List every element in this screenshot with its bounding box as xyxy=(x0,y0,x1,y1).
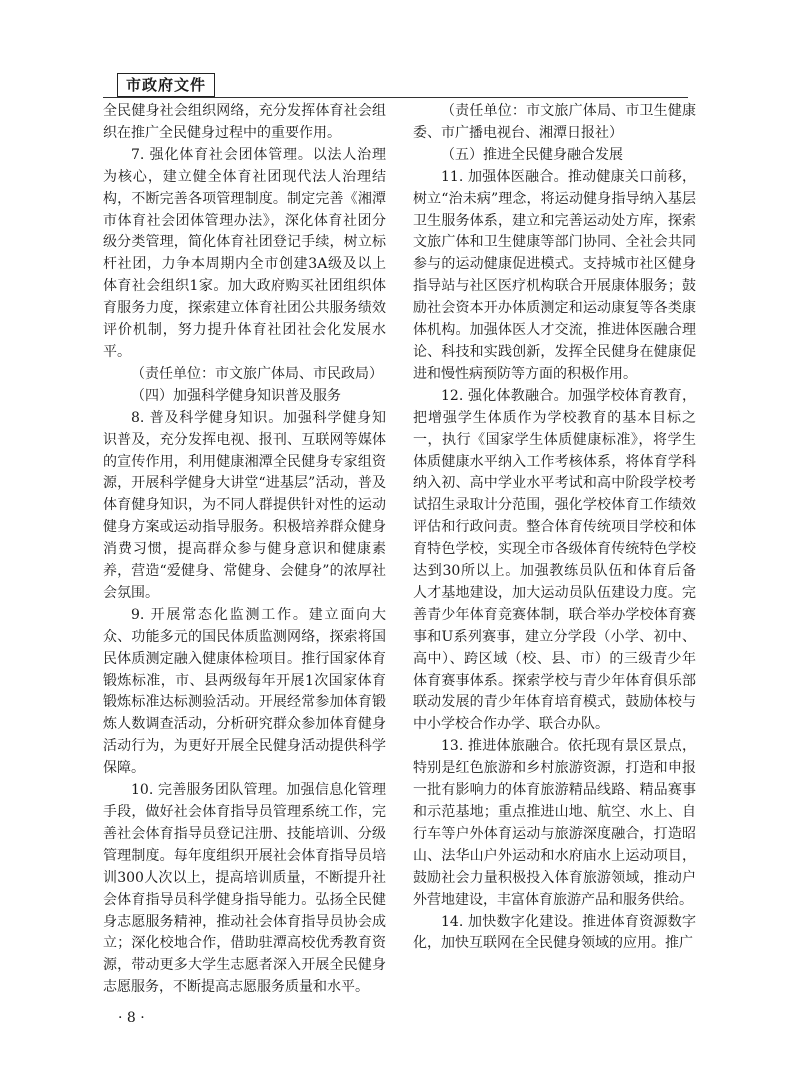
left-column xyxy=(103,101,386,999)
section-title: 市政府文件 xyxy=(117,73,215,97)
header-divider xyxy=(103,97,688,98)
paragraph: 12. 强化体教融合。加强学校体育教育，把增强学生体质作为学校教育的基本目标之一，执行《国家学生体质健康标准》，将学生体质健康水平纳入工作考核体系，将体育学科纳入初、高中学业水平考试和高中阶段学校考试招生录取计分范围，强化学校体育工作绩效评估和行政问责。整合体育传统项目学校和体育特色学校，实现全市各级体育传统特色学校达到30所以上。加强教练员队伍和体育后备人才基地建设，加大运动员队伍建设力度。完善青少年体育竞赛体制，联合举办学校体育赛事和U系列赛事，建立分学段（小学、初中、高中）、跨区域（校、县、市）的三级青少年体育赛事体系。探索学校与青少年体育俱乐部联动发展的青少年体育培育模式，鼓励体校与中小学校合作办学、联合办队。 xyxy=(413,387,696,733)
paragraph: 14. 加快数字化建设。推进体育资源数字化，加快互联网在全民健身领域的应用。推广 xyxy=(413,913,696,952)
paragraph: （五）推进全民健身融合发展 xyxy=(441,146,623,163)
paragraph: 11. 加强体医融合。推动健康关口前移，树立“治未病”理念，将运动健身指导纳入基层卫生服务体系，建立和完善运动处方库，探索文旅广体和卫生健康等部门协同、全社会共同参与的运动健康促进模式。支持城市社区健身指导站与社区医疗机构联合开展康体服务；鼓励社会资本开办体质测定和运动康复等各类康体机构。加强体医人才交流，推进体医融合理论、科技和实践创新，发挥全民健身在健康促进和慢性病预防等方面的积极作用。 xyxy=(413,168,696,382)
paragraph: 全民健身社会组织网络，充分发挥体育社会组织在推广全民健身过程中的重要作用。 xyxy=(103,103,386,141)
paragraph: （四）加强科学健身知识普及服务 xyxy=(131,387,341,404)
paragraph: 8. 普及科学健身知识。加强科学健身知识普及，充分发挥电视、报刊、互联网等媒体的宣传作用，利用健康湘潭全民健身专家组资源，开展科学健身大讲堂“进基层”活动，普及体育健身知识，为不同人群提供针对性的运动健身方案或运动指导服务。积极培养群众健身消费习惯，提高群众参与健身意识和健康素养，营造“爱健身、常健身、会健身”的浓厚社会氛围。 xyxy=(103,409,386,601)
paragraph: （责任单位：市文旅广体局、市民政局） xyxy=(131,365,383,382)
paragraph: （责任单位：市文旅广体局、市卫生健康委、市广播电视台、湘潭日报社） xyxy=(413,103,696,141)
page-number: · 8 · xyxy=(118,1010,145,1026)
paragraph: 13. 推进体旅融合。依托现有景区景点，特别是红色旅游和乡村旅游资源，打造和申报一批有影响力的体育旅游精品线路、精品赛事和示范基地；重点推进山地、航空、水上、自行车等户外体育运动与旅游深度融合，打造昭山、法华山户外运动和水府庙水上运动项目，鼓励社会力量积极投入体育旅游领域，推动户外营地建设，丰富体育旅游产品和服务供给。 xyxy=(413,738,696,908)
right-column xyxy=(413,101,696,955)
paragraph: 7. 强化体育社会团体管理。以法人治理为核心，建立健全体育社团现代法人治理结构，不断完善各项管理制度。制定完善《湘潭市体育社会团体管理办法》，深化体育社团分级分类管理，简化体育社团登记手续，树立标杆社团，力争本周期内全市创建3A级及以上体育社会组织1家。加大政府购买社团组织体育服务力度，探索建立体育社团公共服务绩效评价机制，努力提升体育社团社会化发展水平。 xyxy=(103,146,386,360)
paragraph: 10. 完善服务团队管理。加强信息化管理手段，做好社会体育指导员管理系统工作，完善社会体育指导员登记注册、技能培训、分级管理制度。每年度组织开展社会体育指导员培训300人次以上，提高培训质量，不断提升社会体育指导员科学健身指导能力。弘扬全民健身志愿服务精神，推动社会体育指导员协会成立；深化校地合作，借助驻潭高校优秀教育资源，带动更多大学生志愿者深入开展全民健身志愿服务，不断提高志愿服务质量和水平。 xyxy=(103,782,386,996)
page-header xyxy=(103,72,688,98)
paragraph: 9. 开展常态化监测工作。建立面向大众、功能多元的国民体质监测网络，探索将国民体质测定融入健康体检项目。推行国家体育锻炼标准，市、县两级每年开展1次国家体育锻炼标准达标测验活动。开展经常参加体育锻炼人数调查活动，分析研究群众参加体育健身活动行为，为更好开展全民健身活动提供科学保障。 xyxy=(103,606,386,777)
